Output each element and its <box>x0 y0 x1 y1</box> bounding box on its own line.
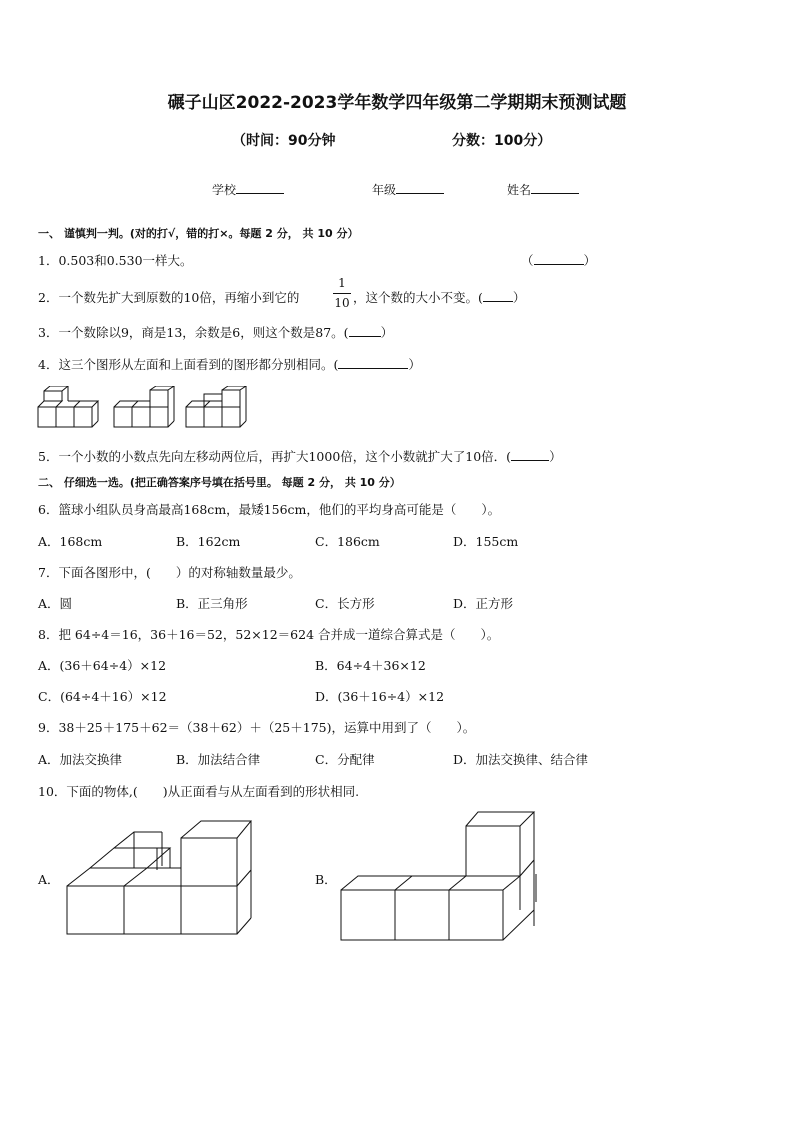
name-blank[interactable] <box>531 181 579 194</box>
q6-option-d[interactable]: D．155cm <box>453 534 519 549</box>
q9-option-d[interactable]: D．加法交换律、结合律 <box>453 752 589 767</box>
question-5: 5．一个小数的小数点先向左移动两位后，再扩大1000倍，这个小数就扩大了10倍．( ） <box>38 449 562 464</box>
q7-option-c[interactable]: C．长方形 <box>315 596 375 611</box>
q6-option-a[interactable]: A．168cm <box>38 534 103 549</box>
question-2-part-b: ，这个数的大小不变。( ） <box>353 290 526 305</box>
q7-option-a[interactable]: A．圆 <box>38 596 73 611</box>
question-7: 7．下面各图形中，( ）的对称轴数量最少。 <box>38 565 301 580</box>
answer-blank-1[interactable] <box>534 252 584 265</box>
question-6: 6．篮球小组队员身高最高168cm，最矮156cm，他们的平均身高可能是（ ）。 <box>38 502 501 517</box>
question-2-part-a: 2．一个数先扩大到原数的10倍，再缩小到它的 <box>38 290 300 305</box>
q8-option-a[interactable]: A．(36＋64÷4）×12 <box>38 658 167 673</box>
question-3: 3．一个数除以9，商是13，余数是6，则这个数是87。( ） <box>38 325 394 340</box>
question-1: 1．0.503和0.530一样大。 <box>38 253 193 268</box>
q4-cube-figures <box>36 386 252 430</box>
q9-option-b[interactable]: B．加法结合律 <box>176 752 261 767</box>
question-10: 10．下面的物体,( )从正面看与从左面看到的形状相同. <box>38 784 360 799</box>
answer-blank-5[interactable] <box>511 448 549 461</box>
grade-field <box>372 181 444 198</box>
school-field <box>212 181 284 198</box>
q8-option-b[interactable]: B．64÷4＋36×12 <box>315 658 426 673</box>
fraction-one-tenth: 1 10 <box>334 276 350 310</box>
name-field <box>507 181 579 198</box>
q8-option-c[interactable]: C．(64÷4＋16）×12 <box>38 689 167 704</box>
q9-option-c[interactable]: C．分配律 <box>315 752 375 767</box>
q6-option-c[interactable]: C．186cm <box>315 534 380 549</box>
question-4: 4．这三个图形从左面和上面看到的图形都分别相同。( ） <box>38 357 421 372</box>
section1-heading: 一、 谨慎判一判。(对的打√，错的打×。每题 2 分， 共 10 分） <box>38 227 359 240</box>
page-title: 碾子山区2022-2023学年数学四年级第二学期期末预测试题 <box>167 93 627 113</box>
q10-figure-b <box>338 810 542 944</box>
q6-option-b[interactable]: B．162cm <box>176 534 241 549</box>
q10-option-a[interactable]: A． <box>38 872 60 887</box>
question-9: 9．38＋25＋175＋62＝（38＋62）＋（25＋175)，运算中用到了（ ）。 <box>38 720 476 735</box>
grade-label: 年级 <box>372 183 397 197</box>
exam-score: 分数：100分） <box>452 133 552 149</box>
q4-figure-1 <box>38 386 98 427</box>
answer-blank-4[interactable] <box>338 356 408 369</box>
q7-option-d[interactable]: D．正方形 <box>453 596 514 611</box>
school-blank[interactable] <box>236 181 284 194</box>
name-label: 姓名 <box>507 183 532 197</box>
question-8: 8．把 64÷4＝16，36＋16＝52，52×12＝624 合并成一道综合算式是（ ）。 <box>38 627 500 642</box>
q4-figure-2 <box>114 386 174 427</box>
q4-figure-3 <box>186 386 246 427</box>
q9-option-a[interactable]: A．加法交换律 <box>38 752 123 767</box>
q10-option-b[interactable]: B． <box>315 872 337 887</box>
answer-blank-3[interactable] <box>349 324 381 337</box>
q10-figure-a <box>62 818 258 938</box>
answer-blank-2[interactable] <box>483 289 513 302</box>
section2-heading: 二、 仔细选一选。(把正确答案序号填在括号里。 每题 2 分， 共 10 分） <box>38 476 401 489</box>
q8-option-d[interactable]: D．(36＋16÷4）×12 <box>315 689 445 704</box>
answer-paren-1: （ ） <box>521 253 597 268</box>
q7-option-b[interactable]: B．正三角形 <box>176 596 248 611</box>
grade-blank[interactable] <box>396 181 444 194</box>
school-label: 学校 <box>212 183 237 197</box>
exam-time: （时间：90分钟 <box>232 133 336 149</box>
